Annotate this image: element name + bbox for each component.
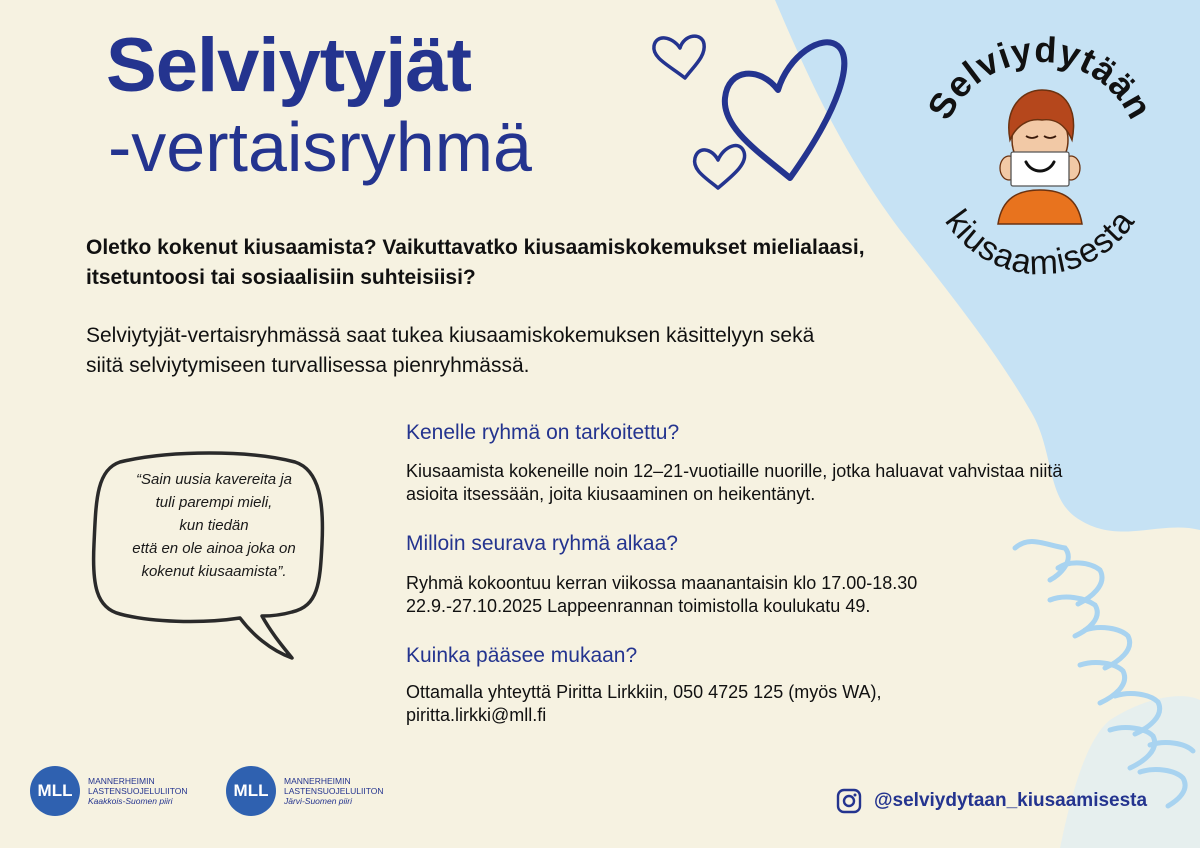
section-heading-audience: Kenelle ryhmä on tarkoitettu? bbox=[406, 421, 680, 444]
title-line-1: Selviytyjät bbox=[106, 23, 471, 108]
section-heading-join: Kuinka pääsee mukaan? bbox=[406, 644, 638, 667]
mll-logo-jarvi bbox=[226, 766, 384, 816]
badge-top-path: Selviydytään bbox=[919, 28, 1162, 127]
logo-line: MANNERHEIMIN bbox=[284, 776, 351, 786]
logo-line: LASTENSUOJELULIITON bbox=[284, 786, 384, 796]
instagram-handle[interactable]: @selviydytaan_kiusaamisesta bbox=[874, 790, 1148, 811]
small-heart-icon bbox=[654, 36, 704, 78]
quote-line: tuli parempi mieli, bbox=[155, 494, 273, 511]
intro-paragraph: Selviytyjät-vertaisryhmässä saat tukea kiusaamiskokemuksen käsittelyyn sekä siitä selviytymiseen turvallisessa pienryhmässä. bbox=[86, 324, 815, 377]
quote-line: että en ole ainoa joka on bbox=[132, 540, 296, 557]
instagram-icon bbox=[836, 788, 862, 814]
quote-line: “Sain uusia kavereita ja bbox=[136, 471, 292, 488]
mll-mark: MLL bbox=[30, 766, 80, 816]
section-text-audience: Kiusaamista kokeneille noin 12–21-vuotiaille nuorille, jotka haluavat vahvistaa niitä asioita itsessään, joita kiusaaminen on heikentänyt. bbox=[406, 461, 1063, 504]
medium-heart-icon bbox=[695, 146, 745, 188]
lead-question: Oletko kokenut kiusaamista? Vaikuttavatko kiusaamiskokemukset mielialaasi, itsetuntoosi tai sosiaalisiin suhteisiisi? bbox=[86, 236, 865, 289]
child-illustration-icon bbox=[998, 90, 1082, 224]
logo-district: Järvi-Suomen piiri bbox=[284, 796, 353, 806]
hearts-decoration bbox=[640, 28, 880, 218]
logo-district: Kaakkois-Suomen piiri bbox=[88, 796, 173, 806]
mll-mark: MLL bbox=[226, 766, 276, 816]
badge-bottom-path: kiusaamisesta bbox=[937, 202, 1143, 283]
title-line-2: -vertaisryhmä bbox=[108, 108, 532, 186]
section-heading-schedule: Milloin seurava ryhmä alkaa? bbox=[406, 532, 678, 555]
instagram-link[interactable] bbox=[836, 788, 1147, 814]
logo-line: LASTENSUOJELULIITON bbox=[88, 786, 188, 796]
section-text-schedule: Ryhmä kokoontuu kerran viikossa maanantaisin klo 17.00-18.30 22.9.-27.10.2025 Lappeenrannan toimistolla koulukatu 49. bbox=[406, 573, 918, 616]
mll-logo-kaakkois bbox=[30, 766, 188, 816]
quote-line: kokenut kiusaamista”. bbox=[141, 563, 287, 580]
logo-line: MANNERHEIMIN bbox=[88, 776, 155, 786]
campaign-badge bbox=[906, 28, 1174, 296]
section-text-join: Ottamalla yhteyttä Piritta Lirkkiin, 050 4725 125 (myös WA), piritta.lirkki@mll.fi bbox=[406, 682, 882, 725]
quote-line: kun tiedän bbox=[179, 517, 249, 534]
testimonial-quote bbox=[100, 468, 328, 583]
